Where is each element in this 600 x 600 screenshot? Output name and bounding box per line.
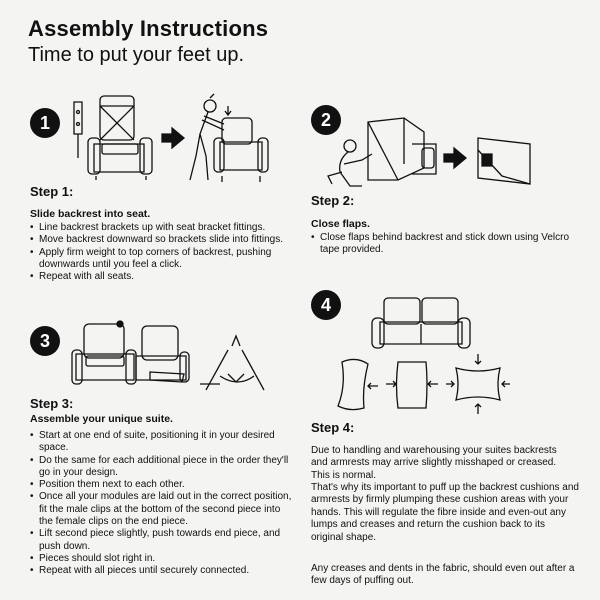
step-2-subheading: Close flaps. [311,218,370,230]
step-2-heading: Step 2: [311,193,355,208]
list-item: • Lift second piece slightly, push towards end piece, and push down. [30,528,292,553]
list-item: • Apply firm weight to top corners of backrest, pushing downwards until you feel a click. [30,247,302,272]
list-item: • Repeat with all pieces until securely connected. [30,565,292,577]
step-1-badge: 1 [30,108,60,138]
step-1-illustration [70,92,270,187]
step-3-list [30,430,292,578]
list-item: • Pieces should slot right in. [30,553,292,565]
step-4-paragraph-2: That's why its important to puff up the backrest cushions and armrests by firmly plumping these cushion areas with your hands. This will regulate the fibre inside and even-out any lumps and creases and return the cushion back to its original shape. [311,482,579,543]
list-item: • Close flaps behind backrest and stick down using Velcro tape provided. [311,232,573,257]
step-4-paragraph-1: Due to handling and warehousing your suites backrests and armrests may arrive slightly misshaped or creased. This is normal. [311,445,557,481]
step-4-heading: Step 4: [311,420,355,435]
list-item: • Position them next to each other. [30,479,292,491]
step-4-badge: 4 [311,290,341,320]
step-3-heading: Step 3: [30,396,74,411]
step-1-subheading: Slide backrest into seat. [30,208,151,220]
step-1-list [30,222,302,283]
step-3-badge: 3 [30,326,60,356]
step-2-badge: 2 [311,105,341,135]
step-1-heading: Step 1: [30,184,74,199]
step-3-illustration [70,314,275,396]
step-3-subheading: Assemble your unique suite. [30,413,173,425]
list-item: • Do the same for each additional piece in the order they'll go in your design. [30,455,292,480]
list-item: • Line backrest brackets up with seat bracket fittings. [30,222,302,234]
list-item: • Start at one end of suite, positioning it in your desired space. [30,430,292,455]
list-item: • Repeat with all seats. [30,271,302,283]
step-2-list [311,232,573,257]
step-2-illustration [322,114,557,194]
page-title: Assembly Instructions [28,16,269,41]
list-item: • Move backrest downward so brackets slide into fittings. [30,234,302,246]
step-4-paragraph-3: Any creases and dents in the fabric, should even out after a few days of puffing out. [311,563,575,587]
step-4-illustration [332,290,512,420]
list-item: • Once all your modules are laid out in the correct position, fit the male clips at the bottom of the second piece into the female clips on the end piece. [30,491,292,528]
page-subtitle: Time to put your feet up. [28,44,245,66]
